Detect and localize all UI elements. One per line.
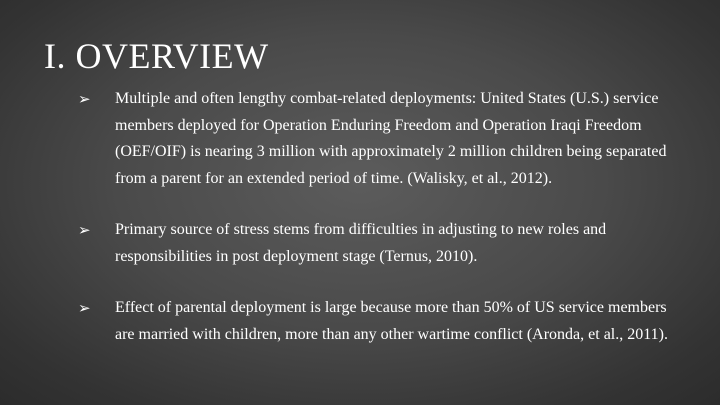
bullet-list	[78, 86, 678, 348]
arrow-bullet-icon: ➢	[78, 221, 91, 239]
slide-title: I. OVERVIEW	[44, 36, 269, 76]
bullet-text: Multiple and often lengthy combat-related deployments: United States (U.S.) service members deployed for Operation Enduring Freedom and Operation Iraqi Freedom (OEF/OIF) is nearing 3 million with approximately 2 million children being separated from a parent for an extended period of time. (Walisky, et al., 2012).	[115, 90, 667, 187]
arrow-bullet-icon: ➢	[78, 299, 91, 317]
bullet-text: Effect of parental deployment is large because more than 50% of US service members are married with children, more than any other wartime conflict (Aronda, et al., 2011).	[115, 299, 668, 343]
arrow-bullet-icon: ➢	[78, 90, 91, 108]
bullet-item	[78, 86, 678, 192]
bullet-item	[78, 295, 678, 348]
bullet-item	[78, 217, 678, 270]
bullet-text: Primary source of stress stems from difficulties in adjusting to new roles and responsibilities in post deployment stage (Ternus, 2010).	[115, 221, 607, 265]
